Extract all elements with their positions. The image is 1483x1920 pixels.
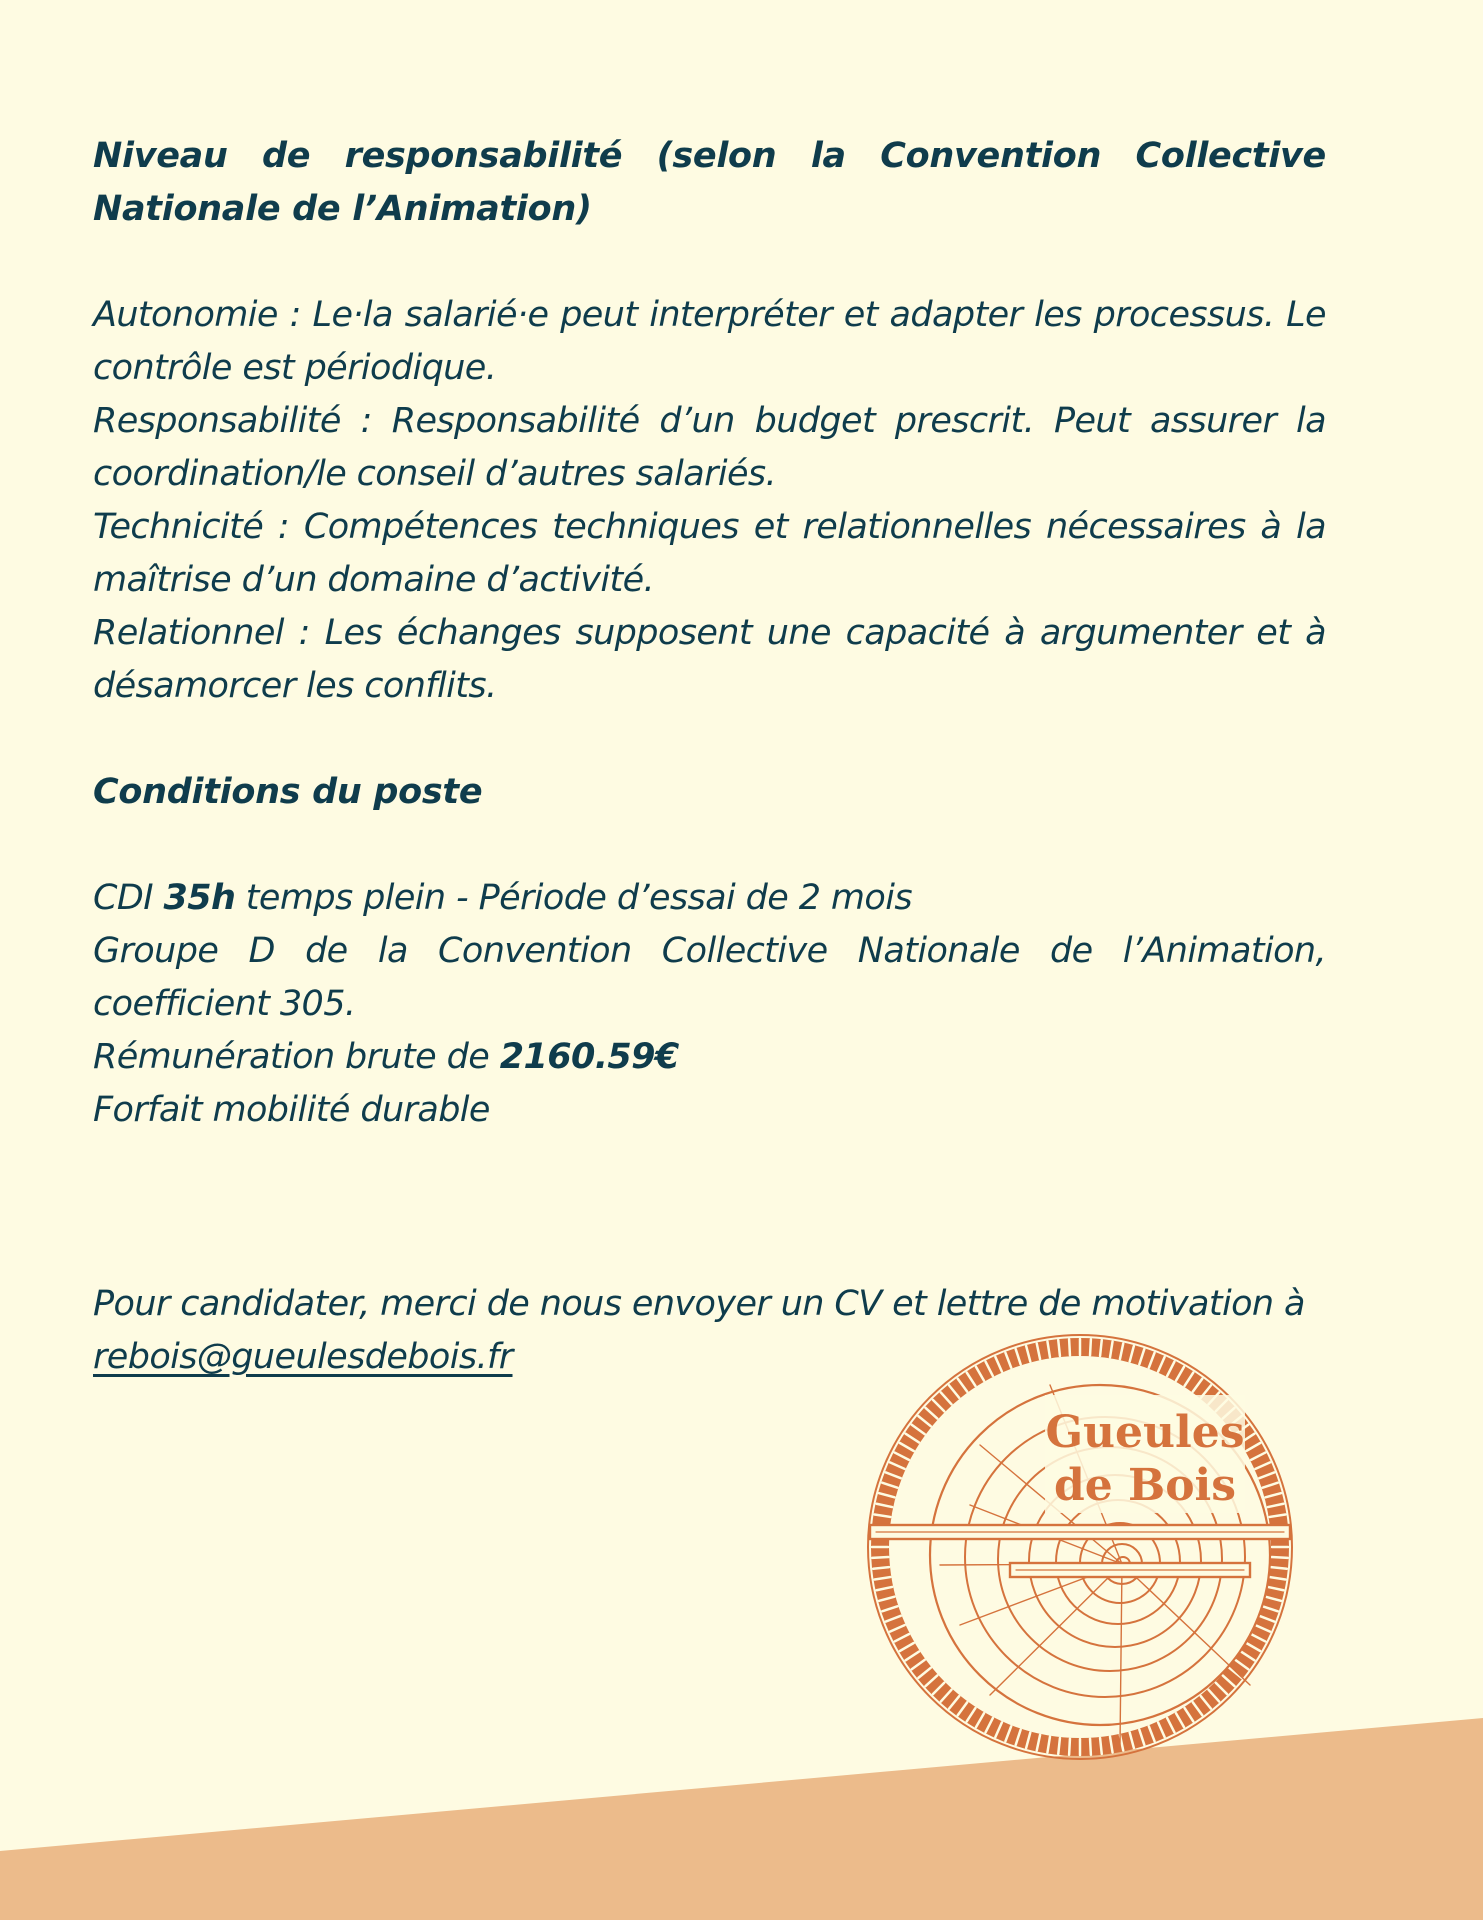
mobility-line: Forfait mobilité durable — [93, 1090, 490, 1130]
contract-hours: 35h — [163, 878, 236, 918]
salary-line — [93, 1031, 1326, 1084]
autonomie-paragraph: Autonomie : Le·la salarié·e peut interpréter et adapter les processus. Le contrôle est périodique. — [93, 295, 1326, 388]
conditions-heading: Conditions du poste — [93, 772, 483, 812]
salary-value: 2160.59€ — [499, 1037, 679, 1077]
document-body — [93, 130, 1326, 1384]
logo-line-2: de Bois — [1053, 1460, 1237, 1511]
responsabilite-paragraph: Responsabilité : Responsabilité d’un budget prescrit. Peut assurer la coordination/le conseil d’autres salariés. — [93, 401, 1326, 494]
conditions-list — [93, 872, 1326, 1137]
logo-line-1: Gueules — [1045, 1407, 1245, 1458]
responsibility-heading: Niveau de responsabilité (selon la Convention Collective Nationale de l’Animation) — [93, 136, 1326, 229]
contract-prefix: CDI — [93, 878, 164, 918]
group-line: Groupe D de la Convention Collective Nationale de l’Animation, coefficient 305. — [93, 931, 1326, 1024]
relationnel-paragraph: Relationnel : Les échanges supposent une capacité à argumenter et à désamorcer les conflits. — [93, 613, 1326, 706]
contract-line — [93, 872, 1326, 925]
application-text: Pour candidater, merci de nous envoyer un CV et lettre de motivation à — [93, 1284, 1305, 1324]
email-link[interactable]: rebois@gueulesdebois.fr — [93, 1337, 513, 1377]
technicite-paragraph: Technicité : Compétences techniques et relationnelles nécessaires à la maîtrise d’un domaine d’activité. — [93, 507, 1326, 600]
salary-prefix: Rémunération brute de — [93, 1037, 500, 1077]
gueules-de-bois-logo — [860, 1325, 1300, 1765]
contract-suffix: temps plein - Période d’essai de 2 mois — [235, 878, 913, 918]
